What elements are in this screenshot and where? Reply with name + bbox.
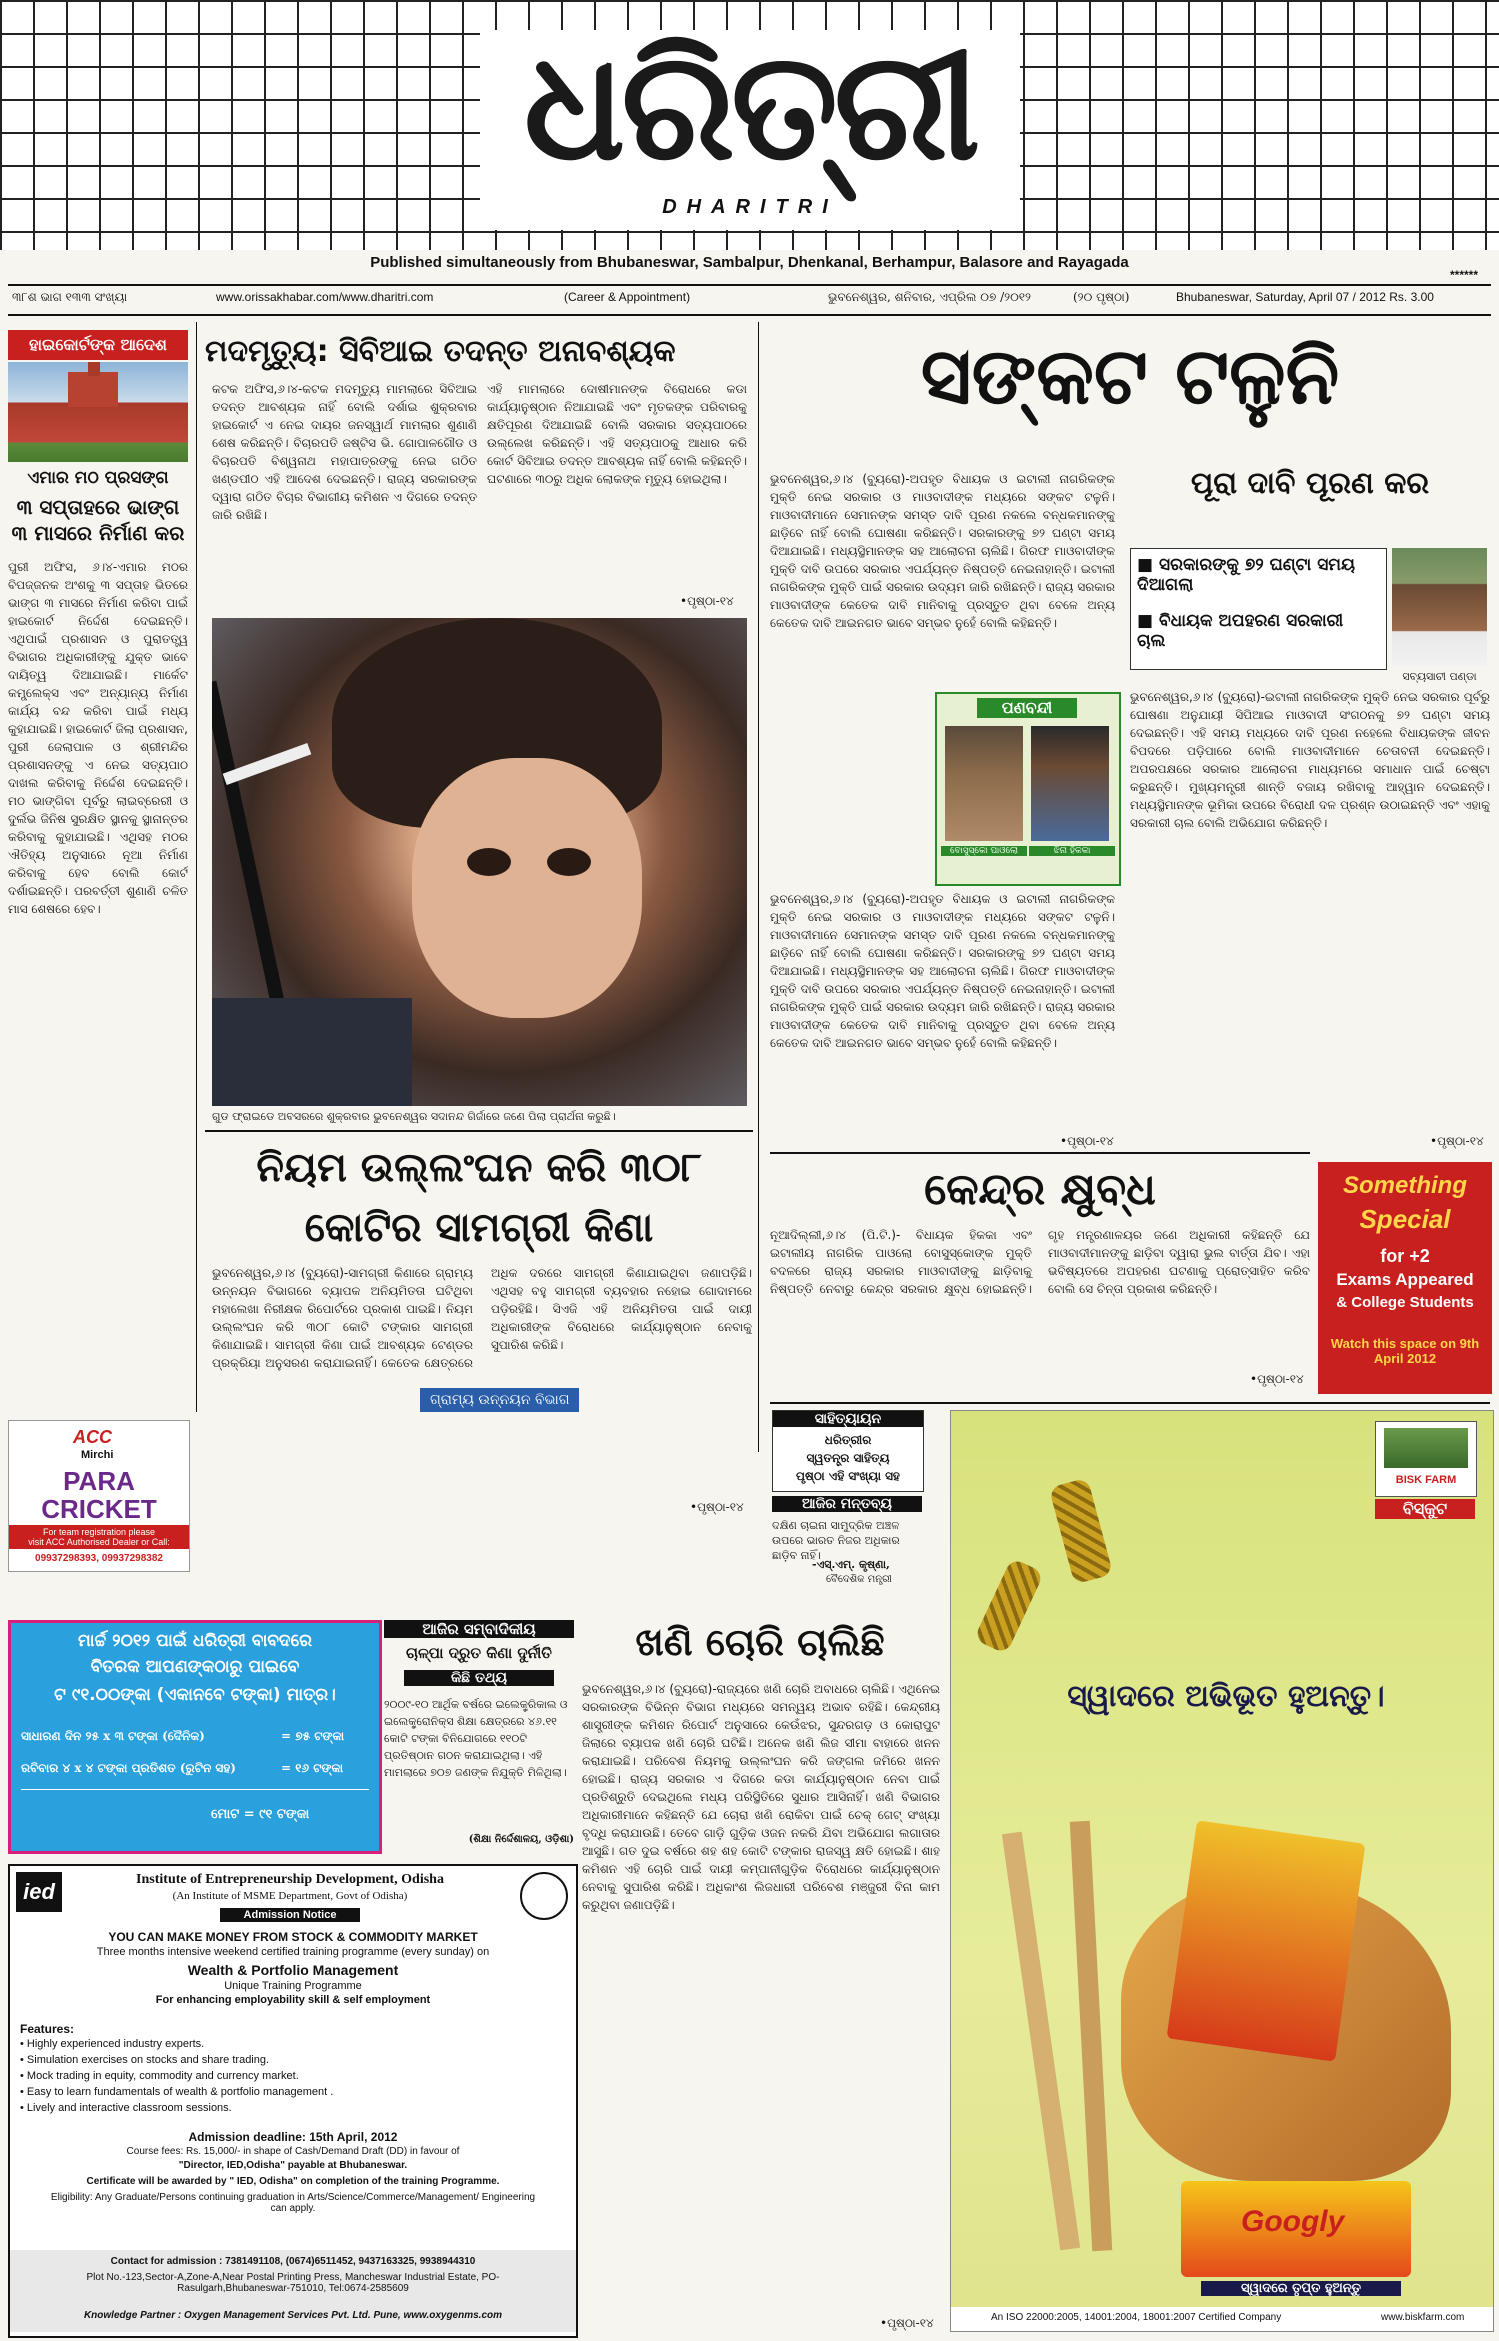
center-column-rule: [758, 322, 759, 1452]
special-line-3: & College Students: [1336, 1294, 1474, 1311]
lead-headline: ମଦମୃତ୍ୟୁ: ସିବିଆଇ ତଦନ୍ତ ଅନାବଶ୍ୟକ: [205, 334, 676, 369]
cricket-stumps: [1070, 1821, 1112, 2251]
khani-body: ଭୁବନେଶ୍ୱର,୬।୪ (ବ୍ୟୁରୋ)-ରାଜ୍ୟରେ ଖଣି ଚୋରି ଅବାଧରେ ଚାଲିଛି। ଏଥିନେଇ ସରକାରଙ୍କ ବିଭିନ୍ନ ବିଭାଗ ମଧ୍ୟରେ ସମନ୍ୱୟ ଅଭାବ ରହିଛି। କେନ୍ଦ୍ରୀୟ ଶାସ୍ତ୍ରୀଙ୍କ କମିଶନ ରିପୋର୍ଟ ଅନୁସାରେ କେଉଁଝର, ସୁନ୍ଦରଗଡ଼ ଓ କୋରାପୁଟ ଜିଲାରେ ବ୍ୟାପକ ଖଣି ଚୋରି ଘଟିଛି। ଅନେକ ଖଣି ଲିଜ ସୀମା ବାହାରେ ଖନନ କରାଯାଇଛି। ପରିବେଶ ନିୟମକୁ ଉଲ୍ଲଂଘନ କରି ଜଙ୍ଗଲ ଜମିରେ ଖନନ ହୋଇଛି। ରାଜ୍ୟ ସରକାର ଏ ଦିଗରେ କଡା କାର୍ଯ୍ୟାନୁଷ୍ଠାନ ନେବା ପାଇଁ ପ୍ରତିଶ୍ରୁତି ଦେଇଥିଲେ ମଧ୍ୟ ପରିସ୍ଥିତିରେ ସୁଧାର ଆସିନାହିଁ। ଖଣି ବିଭାଗର ଅଧିକାରୀମାନେ କହିଛନ୍ତି ଯେ ଚୋରା ଖଣି ରୋକିବା ପାଇଁ ଚେକ୍ ଗେଟ୍ ସଂଖ୍ୟା ବୃଦ୍ଧି କରାଯାଉଛି। ତେବେ ଗାଡ଼ି ଗୁଡ଼ିକ ଓଜନ ନକରି ଯିବା ଅଭିଯୋଗ ଲଗାତାର ଆସୁଛି। ଗତ ଦୁଇ ବର୍ଷରେ ଶହ ଶହ କୋଟି ଟଙ୍କାର ରାଜସ୍ୱ କ୍ଷତି ହୋଇଛି। ଶାହ କମିଶନ ଏହି ଚୋରି ପାଇଁ ଦାୟୀ କମ୍ପାନୀଗୁଡ଼ିକ ବିରୋଧରେ କାର୍ଯ୍ୟାନୁଷ୍ଠାନ ନେବାକୁ ସୁପାରିଶ କରିଛି। ଅଧିକାଂଶ ଲିଜଧାରୀ ପରିବେଶ ମଞ୍ଜୁରୀ ବିନା କାମ କରୁଥିବା ଜଣାପଡ଼ିଛି।: [582, 1682, 940, 1912]
biskfarm-iso: An ISO 22000:2005, 14001:2004, 18001:2007 Certified Company: [991, 2312, 1282, 2323]
sub-row-1: ସାଧାରଣ ଦିନ ୨୫ x ୩ ଟଙ୍କା (ଦୈନିକ): [21, 1729, 205, 1743]
acc-title: PARA CRICKET: [41, 1466, 157, 1524]
hostage-name-2: ଝିନା ହିକକା: [1029, 846, 1115, 856]
biskfarm-slogan: ସ୍ୱାଦରେ ଅଭିଭୂତ ହୁଅନ୍ତୁ।: [1067, 1679, 1385, 1714]
sahitya-text-1: ଧରିତ୍ରୀର: [824, 1433, 872, 1447]
ied-enhance: For enhancing employability skill & self employment: [155, 1994, 431, 2006]
ied-feature: • Lively and interactive classroom sessions.: [20, 2102, 232, 2114]
subscription-ad: [8, 1620, 382, 1854]
main-body-lower: ଭୁବନେଶ୍ୱର,୬।୪ (ବ୍ୟୁରୋ)-ଅପହୃତ ବିଧାୟକ ଓ ଇଟାଲୀ ନାଗରିକଙ୍କ ମୁକ୍ତି ନେଇ ସରକାର ଓ ମାଓବାଦୀଙ୍କ ମଧ୍ୟରେ ସଙ୍କଟ ଟଳୁନି। ମାଓବାଦୀମାନେ ସେମାନଙ୍କ ସମସ୍ତ ଦାବି ପୂରଣ ନକଲେ ବନ୍ଧକମାନଙ୍କୁ ଛାଡ଼ିବେ ନାହିଁ ବୋଲି ଘୋଷଣା କରିଛନ୍ତି। ସରକାରଙ୍କୁ ୭୨ ଘଣ୍ଟା ସମୟ ଦିଆଯାଇଛି। ମଧ୍ୟସ୍ଥିମାନଙ୍କ ସହ ଆଲୋଚନା ଚାଲିଛି। ଗିରଫ ମାଓବାଦୀଙ୍କ ମୁକ୍ତି ଦାବି ଉପରେ ସରକାର ଏପର୍ଯ୍ୟନ୍ତ ନିଷ୍ପତ୍ତି ନେଇନାହାନ୍ତି। ଇଟାଲୀ ନାଗରିକଙ୍କ ମୁକ୍ତି ପାଇଁ ସରକାର ଉଦ୍ୟମ ଜାରି ରଖିଛନ୍ତି। ରାଜ୍ୟ ସରକାର ମାଓବାଦୀଙ୍କ କେତେକ ଦାବି ମାନିବାକୁ ପ୍ରସ୍ତୁତ ଥିବା ବେଳେ ଅନ୍ୟ କେତେକ ଦାବି ଆଇନଗତ ଭାବେ ସମ୍ଭବ ନୁହେଁ ବୋଲି କହିଛନ୍ତି।: [770, 892, 1115, 1050]
sub-divider: [21, 1789, 369, 1790]
odia-date: ଭୁବନେଶ୍ୱର, ଶନିବାର, ଏପ୍ରିଲ ୦୭ /୨୦୧୨: [828, 290, 1032, 304]
ied-certificate: Certificate will be awarded by " IED, Odisha" on completion of the training Programme.: [86, 2176, 500, 2187]
acc-note1: For team registration please visit ACC Authorised Dealer or Call:: [9, 1525, 189, 1549]
issue-number: ୩୮ଶ ଭାଗ ୧୩୩ ସଂଖ୍ୟା: [12, 290, 128, 304]
main-jump-2: •ପୃଷ୍ଠା-୧୪: [1430, 1134, 1484, 1148]
center-headline-2: କୋଟିର ସାମଗ୍ରୀ କିଣା: [304, 1205, 654, 1251]
acc-sub: Mirchi: [81, 1449, 114, 1461]
ied-footer: [10, 2250, 576, 2332]
googly-pack: [1181, 2181, 1411, 2277]
lead-body-left: କଟକ ଅଫିସ,୬।୪-କଟକ ମଦମୃତ୍ୟୁ ମାମଲାରେ ସିବିଆଇ ତଦନ୍ତ ଆବଶ୍ୟକ ନାହିଁ ବୋଲି ଦର୍ଶାଇ ଶୁକ୍ରବାର ହାଇକୋର୍ଟ ଏ ନେଇ ଦାୟର ଜନସ୍ୱାର୍ଥ ମାମଲାର ଶୁଣାଣି ଶେଷ କରିଛନ୍ତି। ବିଚାରପତି ଜଷ୍ଟିସ ଭି. ଗୋପାଳଗୌଡ ଓ ବିଚାରପତି ବିଶ୍ୱନାଥ ମହାପାତ୍ରଙ୍କୁ ନେଇ ଗଠିତ ଖଣ୍ଡପୀଠ ଏହି ଆଦେଶ ଦେଇଛନ୍ତି। ରାଜ୍ୟ ସରକାରଙ୍କ ଦ୍ୱାରା ଗଠିତ ବିଚାର ବିଭାଗୀୟ କମିଶନ ଏ ଦିଗରେ ତଦନ୍ତ ଜାରି ରଖିଛି।: [212, 382, 477, 522]
mantavya-label: ଆଜିର ମନ୍ତବ୍ୟ: [772, 1496, 922, 1512]
center-jump: •ପୃଷ୍ଠା-୧୪: [690, 1500, 744, 1514]
dept-label: ଗ୍ରାମ୍ୟ ଉନ୍ନୟନ ବିଭାଗ: [420, 1388, 579, 1412]
cricket-stumps: [1002, 1832, 1080, 2251]
googly-title: Googly: [1241, 2205, 1345, 2238]
ied-logo: ied: [16, 1872, 62, 1912]
left-kicker: ଏମାର ମଠ ପ୍ରସଙ୍ଗ: [27, 468, 169, 488]
ied-line-1: Three months intensive weekend certified training programme (every sunday) on: [96, 1946, 490, 1958]
ied-contact: Contact for admission : 7381491108, (0674)6511452, 9437163325, 9938944310: [110, 2256, 476, 2267]
masthead-title: ଧରିତ୍ରୀ: [523, 20, 977, 194]
kendra-jump: •ପୃଷ୍ଠା-୧୪: [1250, 1372, 1304, 1386]
stars: ******: [1450, 268, 1479, 282]
highcourt-label: ହାଇକୋର୍ଟଙ୍କ ଆଦେଶ: [8, 330, 188, 360]
ied-subtitle: (An Institute of MSME Department, Govt of Odisha): [172, 1890, 408, 1902]
ied-ad[interactable]: [8, 1864, 578, 2338]
kendra-body: ନୂଆଦିଲ୍ଲୀ,୬।୪ (ପି.ଟି.)- ବିଧାୟକ ହିକକା ଏବଂ ଇଟାଲୀୟ ନାଗରିକ ପାଓଲୋ ବୋସୁସ୍କୋଙ୍କ ମୁକ୍ତି ବଦଳରେ ରାଜ୍ୟ ସରକାର ମାଓବାଦୀଙ୍କୁ ଛାଡ଼ିବାକୁ ନିଷ୍ପତ୍ତି ନେବାରୁ କେନ୍ଦ୍ର ସରକାର କ୍ଷୁବ୍ଧ ହୋଇଛନ୍ତି। ଗୃହ ମନ୍ତ୍ରଣାଳୟର ଜଣେ ଅଧିକାରୀ କହିଛନ୍ତି ଯେ ମାଓବାଦୀମାନଙ୍କୁ ଛାଡ଼ିବା ଦ୍ୱାରା ଭୁଲ ବାର୍ତ୍ତା ଯିବ। ଏହା ଭବିଷ୍ୟତରେ ଅପହରଣ ଘଟଣାକୁ ପ୍ରୋତ୍ସାହିତ କରିବ ବୋଲି ସେ ଚିନ୍ତା ପ୍ରକାଶ କରିଛନ୍ତି।: [770, 1228, 1310, 1296]
samvadik-subtitle: ଚାଳ୍ପା ଦ୍ରୁତ କିଣା ଦୁର୍ନୀତି: [406, 1644, 552, 1662]
dateline-top-rule: [8, 284, 1491, 286]
ied-deadline: Admission deadline: 15th April, 2012: [188, 2130, 398, 2144]
ied-address: Plot No.-123,Sector-A,Zone-A,Near Postal Printing Press, Mancheswar Industrial Estate, PO-Rasulgarh,Bhubaneswar-751010, Tel:0674-2585609: [86, 2272, 500, 2294]
rope-knot: [1049, 1478, 1114, 1585]
photo-caption: ଗୁଡ ଫ୍ରାଇଡେ ଅବସରରେ ଶୁକ୍ରବାର ଭୁବନେଶ୍ୱର ସଦାନନ୍ଦ ଗିର୍ଜାରେ ଜଣେ ପିଲା ପ୍ରାର୍ଥନା କରୁଛି।: [212, 1110, 616, 1123]
biskfarm-brand: BISK FARM: [1395, 1474, 1457, 1486]
sahitya-label: ସାହିତ୍ୟାୟନ: [773, 1411, 923, 1427]
acc-brand: ACC: [73, 1427, 112, 1447]
ied-eligibility: Eligibility: Any Graduate/Persons continuing graduation in Arts/Science/Commerce/Management/ Engineering can apply.: [50, 2192, 536, 2214]
sub-total: ମୋଟ = ୯୧ ଟଙ୍କା: [211, 1807, 310, 1822]
portrait-caption: ସବ୍ୟସାଚୀ ପଣ୍ଡା: [1402, 670, 1477, 683]
portrait-photo: [1392, 548, 1487, 666]
khani-headline: ଖଣି ଚୋରି ଚାଲିଛି: [635, 1620, 885, 1664]
main-bullets: [1130, 548, 1387, 670]
hostage-label: ପଣବନ୍ଦୀ: [977, 698, 1077, 718]
english-date: Bhubaneswar, Saturday, April 07 / 2012 Rs. 3.00: [1176, 290, 1434, 304]
ied-features-label: Features:: [20, 2022, 75, 2036]
ied-headline: YOU CAN MAKE MONEY FROM STOCK & COMMODITY MARKET: [108, 1930, 478, 1944]
center-headline-1: ନିୟମ ଉଲ୍ଲଂଘନ କରି ୩୦୮: [256, 1145, 702, 1191]
dateline: [8, 288, 1491, 310]
page-count: (୨୦ ପୃଷ୍ଠା): [1073, 290, 1130, 304]
left-headline: ୩ ସପ୍ତାହରେ ଭାଙ୍ଗ ୩ ମାସରେ ନିର୍ମାଣ କର: [11, 495, 185, 545]
biskfarm-web[interactable]: www.biskfarm.com: [1381, 2312, 1465, 2323]
lead-jump: •ପୃଷ୍ଠା-୧୪: [680, 594, 734, 608]
ied-feature: • Highly experienced industry experts.: [20, 2038, 205, 2050]
mid-rule: [770, 1402, 1490, 1404]
kendra-rule: [770, 1152, 1310, 1154]
sub-line-3: ଟ ୯୧.୦୦ଙ୍କା (ଏକାନବେ ଟଙ୍କା) ମାତ୍ର।: [54, 1685, 336, 1705]
mantavya-text: ଦକ୍ଷିଣ ଚାଇନା ସାମୁଦ୍ରିକ ଅଞ୍ଚଳ ଉପରେ ଭାରତ ନିଜର ଅଧିକାର ଛାଡ଼ିବ ନାହିଁ।: [772, 1519, 900, 1562]
main-body-left: ଭୁବନେଶ୍ୱର,୬।୪ (ବ୍ୟୁରୋ)-ଅପହୃତ ବିଧାୟକ ଓ ଇଟାଲୀ ନାଗରିକଙ୍କ ମୁକ୍ତି ନେଇ ସରକାର ଓ ମାଓବାଦୀଙ୍କ ମଧ୍ୟରେ ସଙ୍କଟ ଟଳୁନି। ମାଓବାଦୀମାନେ ସେମାନଙ୍କ ସମସ୍ତ ଦାବି ପୂରଣ ନକଲେ ବନ୍ଧକମାନଙ୍କୁ ଛାଡ଼ିବେ ନାହିଁ ବୋଲି ଘୋଷଣା କରିଛନ୍ତି। ସରକାରଙ୍କୁ ୭୨ ଘଣ୍ଟା ସମୟ ଦିଆଯାଇଛି। ମଧ୍ୟସ୍ଥିମାନଙ୍କ ସହ ଆଲୋଚନା ଚାଲିଛି। ଗିରଫ ମାଓବାଦୀଙ୍କ ମୁକ୍ତି ଦାବି ଉପରେ ସରକାର ଏପର୍ଯ୍ୟନ୍ତ ନିଷ୍ପତ୍ତି ନେଇନାହାନ୍ତି। ଇଟାଲୀ ନାଗରିକଙ୍କ ମୁକ୍ତି ପାଇଁ ସରକାର ଉଦ୍ୟମ ଜାରି ରଖିଛନ୍ତି। ରାଜ୍ୟ ସରକାର ମାଓବାଦୀଙ୍କ କେତେକ ଦାବି ମାନିବାକୁ ପ୍ରସ୍ତୁତ ଥିବା ବେଳେ ଅନ୍ୟ କେତେକ ଦାବି ଆଇନଗତ ଭାବେ ସମ୍ଭବ ନୁହେଁ ବୋଲି କହିଛନ୍ତି।: [770, 472, 1115, 630]
ied-fees-2: "Director, IED,Odisha" payable at Bhubaneswar.: [178, 2160, 408, 2171]
bullet-2: ■ ବିଧାୟକ ଅପହରଣ ସରକାରୀ ଚାଲ: [1137, 611, 1344, 651]
tagline: Published simultaneously from Bhubaneswar, Sambalpur, Dhenkanal, Berhampur, Balasore and Rayagada: [370, 254, 1129, 271]
samvadik-box: [384, 1620, 574, 1856]
ied-unique: Unique Training Programme: [224, 1980, 362, 1992]
biskfarm-tag: ସ୍ୱାଦରେ ତୃପ୍ତ ହୁଅନ୍ତୁ: [1201, 2281, 1401, 2296]
sub-row-2-val: = ୧୬ ଟଙ୍କା: [281, 1761, 344, 1775]
emblem-icon: [520, 1872, 568, 1920]
ied-program: Wealth & Portfolio Management: [187, 1962, 399, 1978]
sahitya-text-2: ସ୍ୱତନ୍ତ୍ର ସାହିତ୍ୟ: [806, 1451, 890, 1465]
mantavya-author: -ଏସ୍.ଏମ୍. କୃଷ୍ଣା,: [812, 1558, 890, 1571]
samvadik-body: ୨୦୦୯-୧୦ ଆର୍ଥିକ ବର୍ଷରେ ଇଲେକ୍ଟ୍ରିକାଲ ଓ ଇଲେକ୍ଟ୍ରୋନିକ୍ସ ଶିକ୍ଷା କ୍ଷେତ୍ରରେ ୪୬.୧୧ କୋଟି ଟଙ୍କା ବିନିଯୋଗରେ ୧୧୦ଟି ପ୍ରତିଷ୍ଠାନ ଗଠନ କରାଯାଇଥିଲା। ଏହି ମାମଲାରେ ୭୦୭ ଜଣଙ୍କ ନିଯୁକ୍ତି ମିଳିଥିଲା।: [384, 1698, 568, 1779]
special-title-1: Something: [1343, 1172, 1467, 1199]
child-photo: [212, 618, 747, 1106]
left-story-body: ପୁରୀ ଅଫିସ, ୬।୪-ଏମାର ମଠର ବିପଜ୍ଜନକ ଅଂଶକୁ ୩ ସପ୍ତାହ ଭିତରେ ଭାଙ୍ଗ ୩ ମାସରେ ନିର୍ମାଣ କରିବା ପାଇଁ ହାଇକୋର୍ଟ ନିର୍ଦ୍ଦେଶ ଦେଇଛନ୍ତି। ଏଥିପାଇଁ ପ୍ରଶାସନ ଓ ପୁରାତତ୍ତ୍ୱ ବିଭାଗର ଅଧିକାରୀଙ୍କୁ ଯୁକ୍ତ ଭାବେ ଦାୟିତ୍ୱ ଦିଆଯାଇଛି। ମାର୍କେଟ କମ୍ପ୍ଲେକ୍ସ ଏବଂ ଅନ୍ୟାନ୍ୟ ନିର୍ମାଣ କାର୍ଯ୍ୟ ବନ୍ଦ କରିବା ପାଇଁ ମଧ୍ୟ କୁହାଯାଇଛି। ହାଇକୋର୍ଟ ଜିଲା ପ୍ରଶାସନ, ପୁରୀ ଜେଲାପାଳ ଓ ଶ୍ରୀମନ୍ଦିର ପ୍ରଶାସନଙ୍କୁ ଏ ନେଇ ସତ୍ୟପାଠ ଦାଖଲ କରିବାକୁ ନିର୍ଦ୍ଦେଶ ଦେଇଛନ୍ତି। ମଠ ଭାଙ୍ଗିବା ପୂର୍ବରୁ ଲାଇବ୍ରେରୀ ଓ ଦୁର୍ଲଭ ଜିନିଷ ସୁରକ୍ଷିତ ସ୍ଥାନକୁ ସ୍ଥାନାନ୍ତର କରିବାକୁ କୁହାଯାଇଛି। ଏଥିସହ ମଠର ଐତିହ୍ୟ ଅନୁସାରେ ନୂଆ ନିର୍ମାଣ କରିବାକୁ ହେବ ବୋଲି କୋର୍ଟ ଦର୍ଶାଇଛନ୍ତି। ପରବର୍ତ୍ତୀ ଶୁଣାଣି ଚଳିତ ମାସ ଶେଷରେ ହେବ।: [8, 560, 188, 916]
biskfarm-brand-odia: ବିସ୍କୁଟ: [1375, 1499, 1475, 1519]
dateline-bottom-rule: [8, 314, 1491, 316]
samvadik-label: ଆଜିର ସମ୍ବାଦିକୀୟ: [384, 1620, 574, 1638]
special-line-1: for +2: [1380, 1246, 1430, 1266]
sub-line-1: ମାର୍ଚ୍ଚ ୨୦୧୨ ପାଇଁ ଧରିତ୍ରୀ ବାବଦରେ: [77, 1631, 313, 1651]
something-special-ad[interactable]: [1318, 1162, 1492, 1394]
masthead-subtitle: DHARITRI: [662, 196, 838, 218]
hostage-box: [935, 692, 1121, 886]
special-watch: Watch this space on 9th April 2012: [1330, 1336, 1480, 1366]
sahitya-text-3: ପୃଷ୍ଠା ଏହି ସଂଖ୍ୟା ସହ: [796, 1469, 900, 1483]
sahitya-box: [772, 1410, 924, 1492]
ied-partner: Knowledge Partner : Oxygen Management Services Pvt. Ltd. Pune, www.oxygenms.com: [83, 2310, 503, 2321]
main-jump-1: •ପୃଷ୍ଠା-୧୪: [1060, 1134, 1114, 1148]
acc-phones: 09937298393, 09937298382: [35, 1553, 163, 1564]
lead-body-right: ଏହି ମାମଲାରେ ଦୋଷୀମାନଙ୍କ ବିରୋଧରେ କଡା କାର୍ଯ୍ୟାନୁଷ୍ଠାନ ନିଆଯାଇଛି ଏବଂ ମୃତକଙ୍କ ପରିବାରକୁ କ୍ଷତିପୂରଣ ଦିଆଯାଇଛି ବୋଲି ସରକାର ସତ୍ୟପାଠରେ ଉଲ୍ଲେଖ କରିଛନ୍ତି। ଏହି ସତ୍ୟପାଠକୁ ଆଧାର କରି କୋର୍ଟ ସିବିଆଇ ତଦନ୍ତ ଆବଶ୍ୟକ ନାହିଁ ବୋଲି କହିଛନ୍ତି। ଘଟଣାରେ ୩୦ରୁ ଅଧିକ ଲୋକଙ୍କ ମୃତ୍ୟୁ ହୋଇଥିଲା।: [487, 382, 747, 486]
biscuit-pack: [1167, 1820, 1366, 2062]
sub-row-1-val: = ୭୫ ଟଙ୍କା: [281, 1729, 345, 1743]
biskfarm-logo: [1375, 1421, 1477, 1497]
main-headline: ସଙ୍କଟ ଟଳୁନି: [920, 332, 1340, 422]
highcourt-photo: [8, 362, 188, 462]
sub-row-2: ରବିବାର ୪ x ୪ ଟଙ୍କା ପ୍ରତିଶତ (ରୁଟିନ ସହ): [21, 1761, 236, 1775]
special-line-2: Exams Appeared: [1336, 1270, 1474, 1289]
center-story-rule: [205, 1130, 753, 1132]
section-label: (Career & Appointment): [564, 290, 691, 304]
special-title-2: Special: [1359, 1204, 1451, 1234]
center-story-body: ଭୁବନେଶ୍ୱର,୬।୪ (ବ୍ୟୁରୋ)-ସାମଗ୍ରୀ କିଣାରେ ଗ୍ରାମ୍ୟ ଉନ୍ନୟନ ବିଭାଗରେ ବ୍ୟାପକ ଅନିୟମିତତା ଘଟିଥିବା ମହାଲେଖା ନିରୀକ୍ଷକ ରିପୋର୍ଟରେ ପ୍ରକାଶ ପାଇଛି। ନିୟମ ଉଲ୍ଲଂଘନ କରି ୩୦୮ କୋଟି ଟଙ୍କାର ସାମଗ୍ରୀ କିଣାଯାଇଛି। ସାମଗ୍ରୀ କିଣା ପାଇଁ ଆବଶ୍ୟକ ଟେଣ୍ଡର ପ୍ରକ୍ରିୟା ଅନୁସରଣ କରାଯାଇନାହିଁ। କେତେକ କ୍ଷେତ୍ରରେ ଅଧିକ ଦରରେ ସାମଗ୍ରୀ କିଣାଯାଇଥିବା ଜଣାପଡ଼ିଛି। ଏଥିସହ ବହୁ ସାମଗ୍ରୀ ବ୍ୟବହାର ନହୋଇ ଗୋଦାମରେ ପଡ଼ିରହିଛି। ସିଏଜି ଏହି ଅନିୟମିତତା ପାଇଁ ଦାୟୀ ଅଧିକାରୀଙ୍କ ବିରୋଧରେ କାର୍ଯ୍ୟାନୁଷ୍ଠାନ ନେବାକୁ ସୁପାରିଶ କରିଛି।: [212, 1266, 752, 1370]
biskfarm-ad[interactable]: [950, 1410, 1494, 2332]
left-column-rule: [196, 322, 197, 1412]
ied-feature: • Mock trading in equity, commodity and currency market.: [20, 2070, 299, 2082]
rope-knot: [974, 1558, 1045, 1655]
samvadik-source: (ଶିକ୍ଷା ନିର୍ଦ୍ଦେଶାଳୟ, ଓଡ଼ିଶା): [468, 1834, 574, 1845]
hostage-name-1: ବୋସୁସ୍କୋ ପାଓଲୋ: [941, 846, 1027, 856]
khani-jump: •ପୃଷ୍ଠା-୧୪: [880, 2316, 934, 2330]
tathya-label: କିଛି ତଥ୍ୟ: [404, 1670, 554, 1686]
ied-title: Institute of Entrepreneurship Development, Odisha: [136, 1872, 444, 1887]
acc-ad[interactable]: [8, 1420, 190, 1572]
hostage-photo-1: [945, 726, 1023, 841]
mantavya-box: [772, 1496, 922, 1592]
mantavya-role: ବୈଦେଶିକ ମନ୍ତ୍ରୀ: [826, 1574, 892, 1585]
main-subhead: ପୂରା ଦାବି ପୂରଣ କର: [1190, 466, 1430, 501]
bullet-1: ■ ସରକାରଙ୍କୁ ୭୨ ଘଣ୍ଟା ସମୟ ଦିଆଗଲା: [1137, 555, 1356, 595]
biskfarm-footer: [951, 2307, 1493, 2331]
ied-feature: • Simulation exercises on stocks and share trading.: [20, 2054, 270, 2066]
hostage-photo-2: [1031, 726, 1109, 841]
ied-fees: Course fees: Rs. 15,000/- in shape of Cash/Demand Draft (DD) in favour of: [126, 2146, 460, 2157]
ied-notice: Admission Notice: [220, 1908, 360, 1922]
website-link[interactable]: www.orissakhabar.com/www.dharitri.com: [216, 290, 434, 304]
kendra-headline: କେନ୍ଦ୍ର କ୍ଷୁବ୍ଧ: [924, 1164, 1156, 1215]
ied-feature: • Easy to learn fundamentals of wealth & portfolio management .: [20, 2086, 334, 2098]
sub-line-2: ବିତରକ ଆପଣଙ୍କଠାରୁ ପାଇବେ: [90, 1657, 300, 1677]
main-body-right: ଭୁବନେଶ୍ୱର,୬।୪ (ବ୍ୟୁରୋ)-ଇଟାଲୀ ନାଗରିକଙ୍କ ମୁକ୍ତି ନେଇ ସରକାର ପୂର୍ବରୁ ଘୋଷଣା ଅନୁଯାୟୀ ସିପିଆଇ ମାଓବାଦୀ ସଂଗଠନକୁ ୭୨ ଘଣ୍ଟା ସମୟ ଦେଇଛନ୍ତି। ଏହି ସମୟ ମଧ୍ୟରେ ଦାବି ପୂରଣ ନହେଲେ ବିଧାୟକଙ୍କ ଜୀବନ ବିପଦରେ ପଡ଼ିପାରେ ବୋଲି ମାଓବାଦୀମାନେ ଚେତାବନୀ ଦେଇଛନ୍ତି। ଅପରପକ୍ଷରେ ସରକାର ଆଲୋଚନା ମାଧ୍ୟମରେ ସମାଧାନ ପାଇଁ ଚେଷ୍ଟା କରୁଛନ୍ତି। ମୁଖ୍ୟମନ୍ତ୍ରୀ ଶାନ୍ତି ବଜାୟ ରଖିବାକୁ ଆହ୍ୱାନ ଦେଇଛନ୍ତି। ମଧ୍ୟସ୍ଥିମାନଙ୍କ ଭୂମିକା ଉପରେ ବିରୋଧୀ ଦଳ ପ୍ରଶ୍ନ ଉଠାଇଛନ୍ତି ଏବଂ ଏହାକୁ ସରକାରୀ ଚାଲ ବୋଲି ଅଭିଯୋଗ କରିଛନ୍ତି।: [1130, 690, 1490, 830]
